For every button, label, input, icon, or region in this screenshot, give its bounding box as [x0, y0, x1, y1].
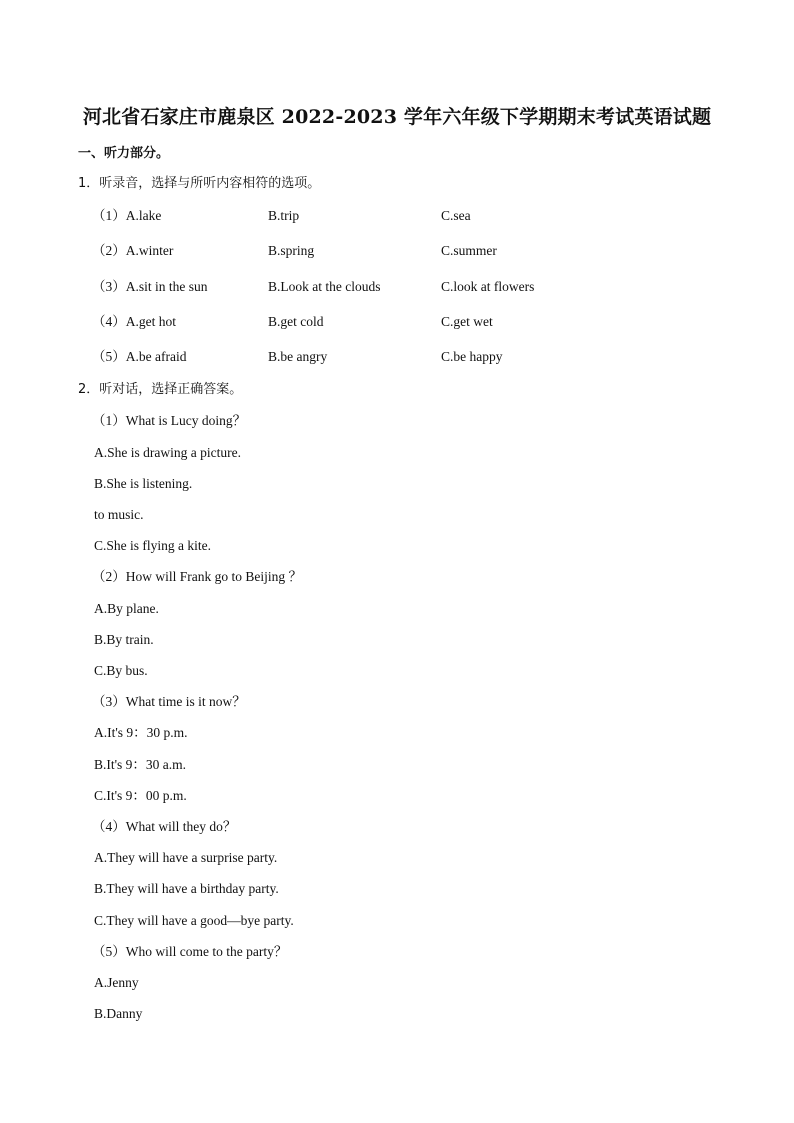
q2-item1-option: A.She is drawing a picture. [94, 445, 241, 460]
q2-item5-question: （5）Who will come to the party？ [92, 944, 288, 959]
q1-row3-option-c: C.look at flowers [441, 279, 535, 294]
q2-item1-option: C.She is flying a kite. [94, 538, 211, 553]
q1-row3-option-b: B.Look at the clouds [268, 279, 381, 294]
q1-row5-option-b: B.be angry [268, 349, 328, 364]
q1-row5-option-c: C.be happy [441, 349, 503, 364]
q1-row4-option-a: （4）A.get hot [92, 314, 176, 329]
q2-item2-option: B.By train. [94, 632, 154, 647]
q2-item2-question: （2）How will Frank go to Beijing ？ [92, 569, 302, 584]
q2-item4-option: C.They will have a good—bye party. [94, 913, 294, 928]
q2-item3-option: B.It's 9：30 a.m. [94, 757, 187, 772]
q2-item4-question: （4）What will they do？ [92, 819, 237, 834]
q2-item2-option: C.By bus. [94, 663, 148, 678]
q2-item1-question: （1）What is Lucy doing？ [92, 413, 247, 428]
q1-row1-option-c: C.sea [441, 208, 471, 223]
question-2-stem: 2．听对话，选择正确答案。 [78, 382, 243, 397]
q2-item2-option: A.By plane. [94, 601, 159, 616]
q1-row2-option-b: B.spring [268, 243, 315, 258]
q1-row1-option-a: （1）A.lake [92, 208, 162, 223]
page-title: 河北省石家庄市鹿泉区 2022-2023 学年六年级下学期期末考试英语试题 [82, 106, 712, 128]
q2-item5-option: B.Danny [94, 1006, 143, 1021]
q2-item4-option: B.They will have a birthday party. [94, 881, 279, 896]
q1-row5-option-a: （5）A.be afraid [92, 349, 187, 364]
q2-item1-option: B.She is listening. [94, 476, 193, 491]
q1-row2-option-c: C.summer [441, 243, 497, 258]
q1-row1-option-b: B.trip [268, 208, 300, 223]
q1-row4-option-c: C.get wet [441, 314, 493, 329]
q1-row2-option-a: （2）A.winter [92, 243, 174, 258]
q2-item5-option: A.Jenny [94, 975, 139, 990]
q2-item4-option: A.They will have a surprise party. [94, 850, 278, 865]
section-heading-listening: 一、听力部分。 [78, 146, 170, 161]
q2-item3-option: C.It's 9：00 p.m. [94, 788, 187, 803]
q1-row4-option-b: B.get cold [268, 314, 324, 329]
question-1-stem: 1．听录音，选择与所听内容相符的选项。 [78, 176, 321, 191]
q2-item3-question: （3）What time is it now？ [92, 694, 246, 709]
q1-row3-option-a: （3）A.sit in the sun [92, 279, 208, 294]
q2-item1-option-continuation: to music. [94, 507, 144, 522]
q2-item3-option: A.It's 9：30 p.m. [94, 725, 188, 740]
